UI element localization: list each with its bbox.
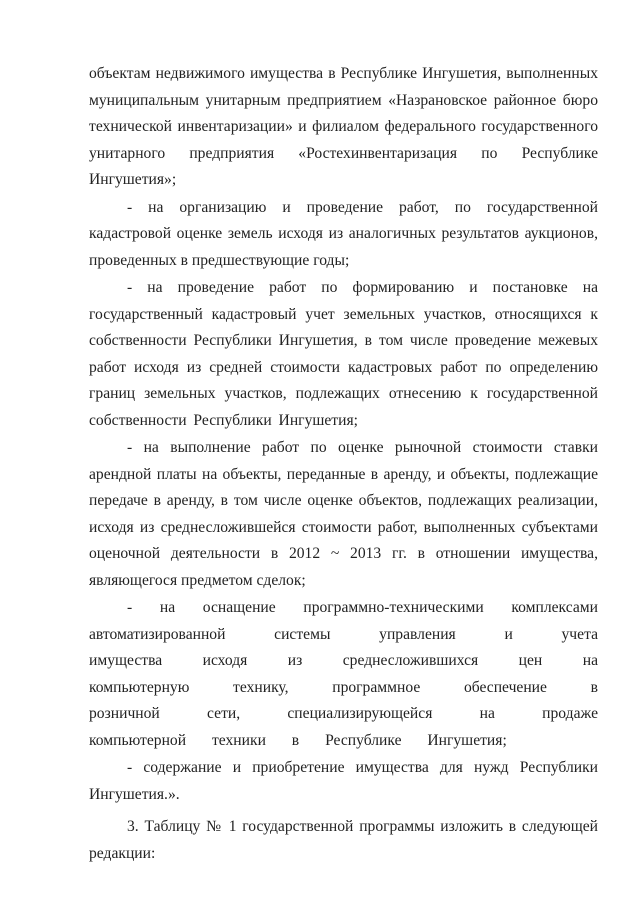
paragraph-equipment: - на оснащение программно-техническими комплексами автоматизированной системы управления и учета имущества исходя из среднесложившихся цен на компьютерную технику, программное обеспечение в розничной сети, специализирующейся на продаже компьютерной техники в Республике Ингушетия; bbox=[89, 599, 598, 749]
paragraph-rent-valuation: - на выполнение работ по оценке рыночной стоимости ставки арендной платы на объекты, переданные в аренду, и объекты, подлежащие передаче в аренду, в том числе оценке объектов, подлежащих реализации, исходя из среднесложившейся стоимости работ, выполненных субъектами оценочной деятельности в 2012 ~ 2013 гг. в отношении имущества, являющегося предметом сделок; bbox=[89, 439, 598, 589]
paragraph-continuation: объектам недвижимого имущества в Республике Ингушетия, выполненных муниципальным унитарным предприятием «Назрановское районное бюро технической инвентаризации» и филиалом федерального государственного унитарного предприятия «Ростехинвентаризация по Республике Ингушетия»; bbox=[89, 65, 598, 188]
paragraph-table-amendment: 3. Таблицу № 1 государственной программы изложить в следующей редакции: bbox=[89, 818, 598, 862]
paragraph-land-registration: - на проведение работ по формированию и постановке на государственный кадастровый учет земельных участков, относящихся к собственности Республики Ингушетия, в том числе проведение межевых работ исходя из средней стоимости кадастровых работ по определению границ земельных участков, подлежащих отнесению к государственной собственности Республики Ингушетия; bbox=[89, 279, 598, 429]
paragraph-property-maintenance: - содержание и приобретение имущества для нужд Республики Ингушетия.». bbox=[89, 759, 598, 803]
paragraph-cadastral-valuation: - на организацию и проведение работ, по государственной кадастровой оценке земель исходя из аналогичных результатов аукционов, проведенных в предшествующие годы; bbox=[89, 198, 598, 269]
document-body bbox=[89, 61, 598, 868]
